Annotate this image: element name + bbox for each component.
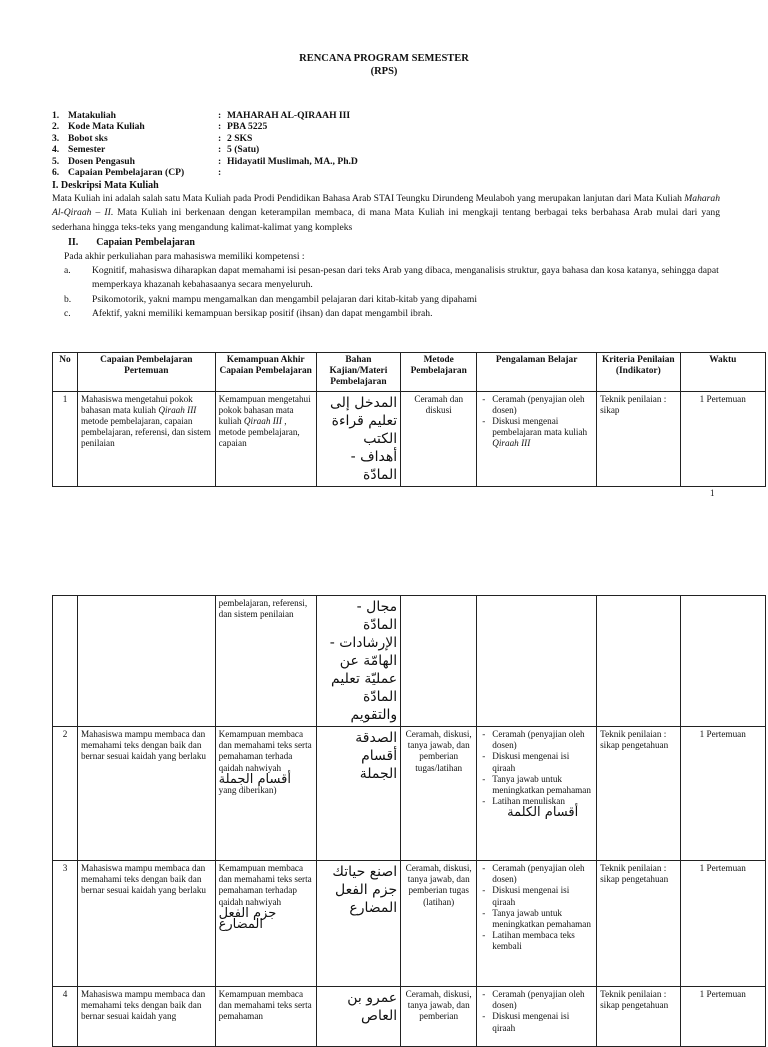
row-metode: Ceramah, diskusi, tanya jawab, dan pemberian tugas (latihan) xyxy=(401,861,477,987)
page-number: 1 xyxy=(710,488,715,498)
table-row xyxy=(53,987,766,1047)
row-waktu: 1 Pertemuan xyxy=(680,987,766,1047)
doc-subtitle: (RPS) xyxy=(370,66,398,77)
header-waktu: Waktu xyxy=(680,353,766,392)
course-info-row: 1. Matakuliah : MAHARAH AL-QIRAAH III xyxy=(52,110,351,121)
section-1-heading: I. Deskripsi Mata Kuliah xyxy=(52,180,159,191)
row-no: 4 xyxy=(53,987,78,1047)
header-bahan: Bahan Kajian/Materi Pembelajaran xyxy=(316,353,400,392)
row-no: 2 xyxy=(53,727,78,861)
row-kemampuan: Kemampuan membaca dan memahami teks serta pemahaman terhada qaidah nahwiyah أقسام الجملة yang diberikan) xyxy=(215,727,316,861)
row-metode: Ceramah, diskusi, tanya jawab, dan pemberian xyxy=(401,987,477,1047)
row-waktu: 1 Pertemuan xyxy=(680,391,766,486)
header-metode: Metode Pembelajaran xyxy=(401,353,477,392)
competency-list xyxy=(64,264,724,322)
competency-item: a. Kognitif, mahasiswa diharapkan dapat memahami isi pesan-pesan dari teks Arab yang dibaca, menganalisis struktur, gaya bahasa dan kosa katanya, sehingga dapat memperkaya khazanah kebahasaanya secara menyeluruh. xyxy=(64,265,719,291)
header-capaian: Capaian Pembelajaran Pertemuan xyxy=(78,353,216,392)
rps-table-page-1 xyxy=(52,352,766,487)
section-2-heading: II. Capaian Pembelajaran xyxy=(68,237,195,248)
row-bahan-arabic: الصدقة أقسام الجملة xyxy=(316,727,400,861)
section-2-intro: Pada akhir perkuliahan para mahasiswa memiliki kompetensi : xyxy=(64,251,305,262)
course-info-row: 4. Semester : 5 (Satu) xyxy=(52,144,260,156)
competency-item: c. Afektif, yakni memiliki kemampuan bersikap positif (ihsan) dan dapat mengambil ibrah. xyxy=(64,308,433,320)
doc-title: RENCANA PROGRAM SEMESTER xyxy=(299,53,469,64)
table-row xyxy=(53,861,766,987)
row-capaian: Mahasiswa mampu membaca dan memahami teks dengan baik dan bernar sesuai kaidah yang berlaku xyxy=(78,861,216,987)
row-no: 3 xyxy=(53,861,78,987)
row-pengalaman: - Ceramah (penyajian oleh dosen) - Diskusi mengenai isi qiraah - Tanya jawab untuk meningkatkan pemahaman - Latihan menuliskan أقسام الكلمة xyxy=(477,727,597,861)
row-pengalaman: - Ceramah (penyajian oleh dosen) - Diskusi mengenai pembelajaran mata kuliah Qiraah III xyxy=(477,391,597,486)
course-info-row: 3. Bobot sks : 2 SKS xyxy=(52,132,253,144)
competency-item: b. Psikomotorik, yakni mampu mengamalkan dan mengambil pelajaran dari kitab-kitab yang dipahami xyxy=(64,293,477,305)
row-pengalaman: - Ceramah (penyajian oleh dosen) - Diskusi mengenai isi qiraah xyxy=(477,987,597,1047)
table-row xyxy=(53,391,766,486)
row-kriteria: Teknik penilaian : sikap pengetahuan xyxy=(597,727,680,861)
row-kemampuan: Kemampuan membaca dan memahami teks serta pemahaman terhadap qaidah nahwiyah جزم الفعل المضارع xyxy=(215,861,316,987)
course-info xyxy=(52,110,358,178)
page-2 xyxy=(0,525,768,1033)
row-metode: Ceramah dan diskusi xyxy=(401,391,477,486)
row-capaian: Mahasiswa mampu membaca dan memahami teks dengan baik dan bernar sesuai kaidah yang berlaku xyxy=(78,727,216,861)
row-waktu: 1 Pertemuan xyxy=(680,861,766,987)
section-1-paragraph: Mata Kuliah ini adalah salah satu Mata Kuliah pada Prodi Pendidikan Bahasa Arab STAI Teungku Dirundeng Meulaboh yang merupakan lanjutan dari Mata Kuliah Maharah Al-Qiraah – II. Mata Kuliah ini berkenaan dengan keterampilan membaca, di mana Mata Kuliah ini mengkaji tentang berbagai teks berbahasa Arab mulai dari yang sederhana hingga teks-teks yang mengandung kalimat-kalimat yang kompleks xyxy=(52,193,721,233)
table-row xyxy=(53,596,766,727)
row-kemampuan: pembelajaran, referensi, dan sistem penilaian xyxy=(215,596,316,727)
row-no: 1 xyxy=(53,391,78,486)
row-kemampuan: Kemampuan membaca dan memahami teks serta pemahaman xyxy=(215,987,316,1047)
row-metode: Ceramah, diskusi, tanya jawab, dan pemberian tugas/latihan xyxy=(401,727,477,861)
row-kriteria: Teknik penilaian : sikap pengetahuan xyxy=(597,861,680,987)
row-waktu: 1 Pertemuan xyxy=(680,727,766,861)
course-info-row: 6. Capaian Pembelajaran (CP) : xyxy=(52,166,222,178)
table-header-row xyxy=(53,353,766,392)
table-row xyxy=(53,727,766,861)
course-info-row: 5. Dosen Pengasuh : Hidayatil Muslimah, MA., Ph.D xyxy=(52,155,358,167)
row-kriteria: Teknik penilaian : sikap pengetahuan xyxy=(597,987,680,1047)
row-capaian: Mahasiswa mampu membaca dan memahami teks dengan baik dan bernar sesuai kaidah yang xyxy=(78,987,216,1047)
rps-table-page-2 xyxy=(52,595,766,1047)
row-pengalaman: - Ceramah (penyajian oleh dosen) - Diskusi mengenai isi qiraah - Tanya jawab untuk meningkatkan pemahaman - Latihan membaca teks kembali xyxy=(477,861,597,987)
header-pengalaman: Pengalaman Belajar xyxy=(477,353,597,392)
row-bahan-arabic: عمرو بن العاص xyxy=(316,987,400,1047)
row-bahan-arabic: اصنع حياتك جزم الفعل المضارع xyxy=(316,861,400,987)
header-no: No xyxy=(53,353,78,392)
course-info-row: 2. Kode Mata Kuliah : PBA 5225 xyxy=(52,121,268,133)
header-kriteria: Kriteria Penilaian (Indikator) xyxy=(597,353,680,392)
row-kemampuan: Kemampuan mengetahui pokok bahasan mata kuliah Qiraah III , metode pembelajaran, capaian xyxy=(215,391,316,486)
row-kriteria: Teknik penilaian : sikap xyxy=(597,391,680,486)
row-capaian: Mahasiswa mengetahui pokok bahasan mata kuliah Qiraah III metode pembelajaran, capaian pembelajaran, referensi, dan sistem penilaian xyxy=(78,391,216,486)
row-bahan-arabic: المدخل إلى تعليم قراءة الكتب أهداف - المادّة xyxy=(316,391,400,486)
row-bahan-arabic: مجال - المادّة الإرشادات - الهامّة عن عمليّة تعليم المادّة والتقويم xyxy=(316,596,400,727)
header-kemampuan: Kemampuan Akhir Capaian Pembelajaran xyxy=(215,353,316,392)
